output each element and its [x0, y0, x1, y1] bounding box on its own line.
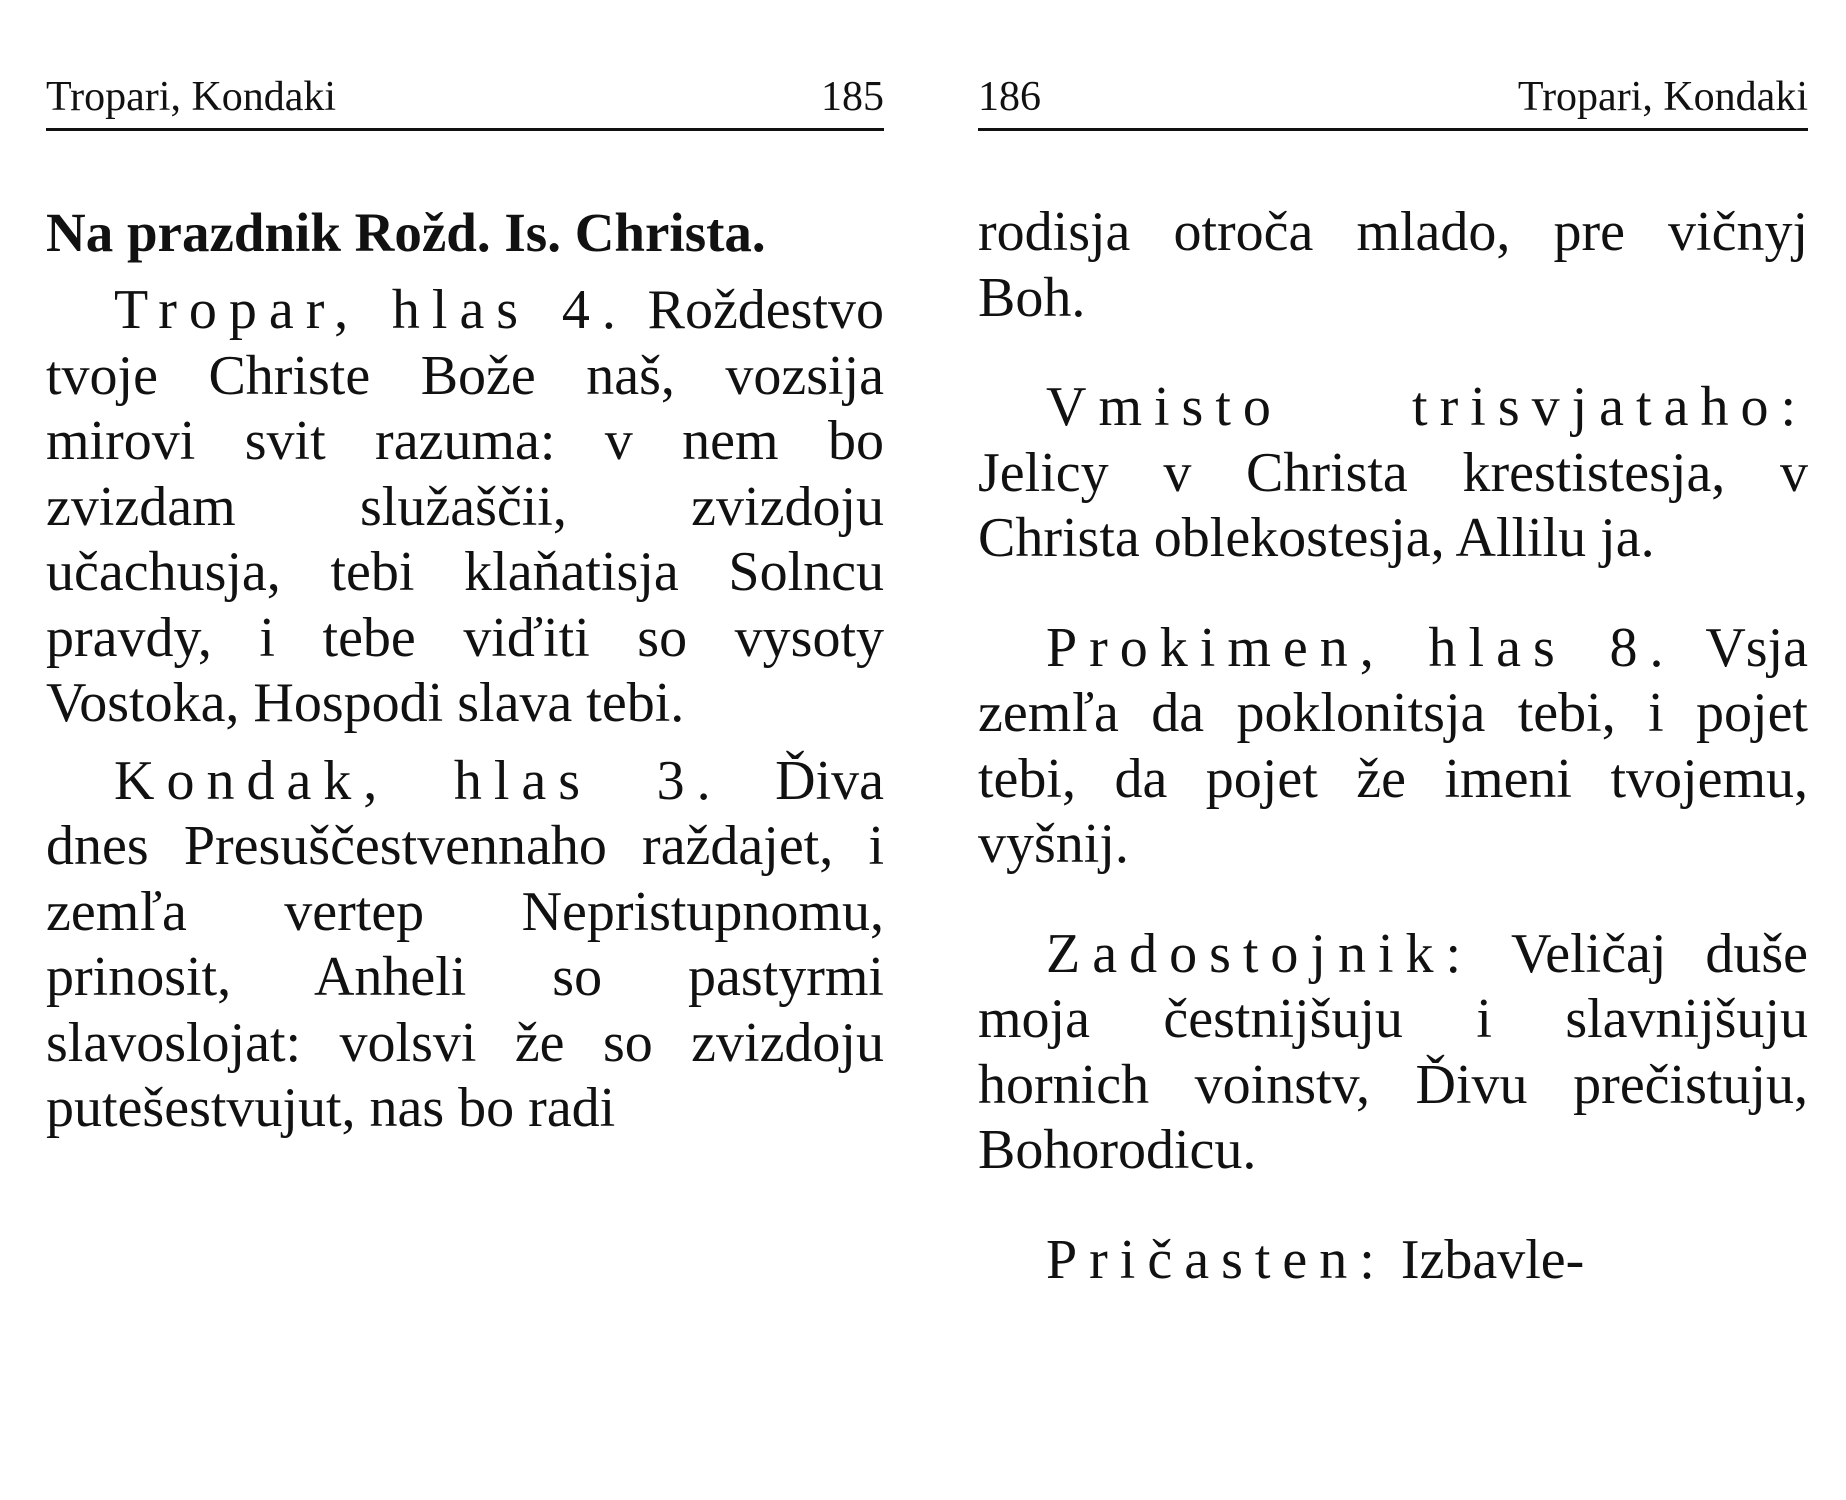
right-text-block	[978, 200, 1808, 1293]
tropar-label: Tropar, hlas 4.	[114, 279, 628, 341]
left-page	[46, 0, 884, 1500]
continuation-text: rodisja otroča mlado, pre vičnyj Boh.	[978, 201, 1808, 329]
left-page-number: 185	[821, 74, 884, 120]
zadostojnik-label: Zadostojnik:	[1046, 922, 1474, 985]
right-page	[978, 0, 1808, 1500]
pricasten-label: Pričasten:	[1046, 1228, 1387, 1291]
zadostojnik-text: Veličaj duše moja čestnijšuju i slavnijšuju hornich voinstv, Ďivu prečistuju, Bohorodicu.	[978, 922, 1808, 1181]
vmisto-text: Jelicy v Christa krestistesja, v Christa oblekostesja, Allilu ja.	[978, 441, 1808, 569]
left-text-block	[46, 200, 884, 1142]
right-running-title: Tropari, Kondaki	[1517, 74, 1808, 120]
vmisto-label: Vmisto trisvjataho:	[1046, 376, 1808, 438]
tropar-text: Roždestvo tvoje Christe Bože naš, vozsija mirovi svit razuma: v nem bo zvizdam služaščii, zvizdoju učachusja, tebi klaňatisja Solncu pravdy, i tebe viďiti so vysoty Vostoka, Hospodi slava tebi.	[46, 279, 885, 734]
pricasten-paragraph	[978, 1228, 1808, 1294]
vmisto-paragraph	[978, 375, 1808, 572]
prokimen-paragraph	[978, 616, 1808, 878]
prokimen-text: Vsja zemľa da poklonitsja tebi, i pojet tebi, da pojet že imeni tvojemu, vyšnij.	[978, 616, 1808, 875]
tropar-paragraph	[46, 278, 884, 737]
kondak-text: Ďiva dnes Presuščestvennaho raždajet, i zemľa vertep Nepristupnomu, prinosit, Anheli so pastyrmi slavoslojat: volsvi že so zvizdoju putešestvujut, nas bo radi	[46, 749, 884, 1139]
zadostojnik-paragraph	[978, 922, 1808, 1184]
right-running-head	[978, 72, 1808, 131]
kondak-label: Kondak, hlas 3.	[114, 749, 723, 812]
continuation-paragraph	[978, 200, 1808, 331]
left-running-title: Tropari, Kondaki	[46, 74, 337, 120]
section-heading: Na prazdnik Rožd. Is. Christa.	[46, 202, 766, 263]
kondak-paragraph	[46, 749, 884, 1142]
right-page-number: 186	[978, 74, 1041, 120]
prokimen-label: Prokimen, hlas 8.	[1046, 616, 1676, 679]
pricasten-text: Izbavle-	[1400, 1228, 1585, 1291]
left-running-head	[46, 72, 884, 131]
